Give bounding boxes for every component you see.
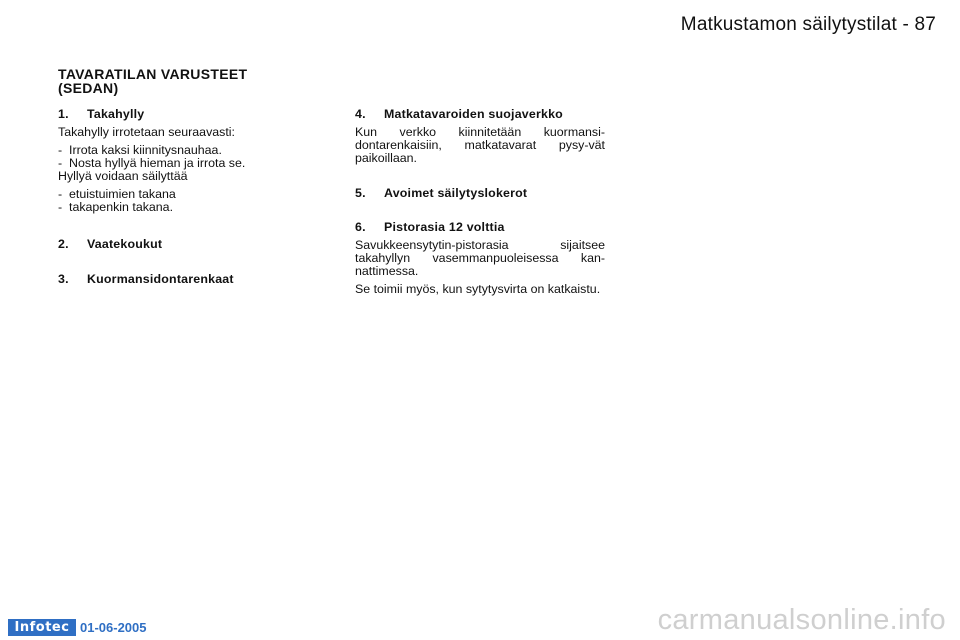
item-3-title: Kuormansidontarenkaat: [87, 272, 234, 286]
item-1-number: 1.: [58, 107, 69, 121]
item-2-heading: [58, 238, 298, 251]
item-1-title: Takahylly: [87, 107, 145, 121]
footer-date: 01-06-2005: [80, 620, 147, 635]
item-1-place-2-text: takapenkin takana.: [69, 200, 174, 214]
item-6-heading: [355, 221, 605, 234]
left-column: [58, 108, 298, 286]
item-1-place-2: [58, 201, 298, 214]
item-6-number: 6.: [355, 220, 366, 234]
item-3-heading: [58, 273, 298, 286]
dash-bullet: -: [58, 187, 63, 201]
item-1-storage: Hyllyä voidaan säilyttää: [58, 169, 188, 183]
dash-bullet: -: [58, 156, 63, 170]
item-2-number: 2.: [58, 237, 69, 251]
item-6-text-1: Savukkeensytytin-pistorasia sijaitsee takahyllyn vasemmanpuoleisessa kan-nattimessa.: [355, 238, 605, 278]
section-title-line-2: (SEDAN): [58, 80, 119, 96]
item-4-title: Matkatavaroiden suojaverkko: [384, 107, 563, 121]
item-5-title: Avoimet säilytyslokerot: [384, 186, 528, 200]
page-header: Matkustamon säilytystilat - 87: [680, 14, 936, 35]
right-column: [355, 108, 605, 296]
item-4-number: 4.: [355, 107, 366, 121]
dash-bullet: -: [58, 143, 63, 157]
section-title: [58, 67, 308, 95]
item-1-intro: Takahylly irrotetaan seuraavasti:: [58, 125, 235, 139]
item-1-place-1-text: etuistuimien takana: [69, 187, 176, 201]
section-title-line-1: TAVARATILAN VARUSTEET: [58, 66, 248, 82]
dash-bullet: -: [58, 200, 63, 214]
item-1-step-2-text: Nosta hyllyä hieman ja irrota se.: [69, 156, 246, 170]
item-4-text: Kun verkko kiinnitetään kuormansi-dontarenkaisiin, matkatavarat pysy-vät paikoillaan.: [355, 125, 605, 165]
item-1-heading: [58, 108, 298, 121]
item-3-number: 3.: [58, 272, 69, 286]
item-4-heading: [355, 108, 605, 121]
item-1-step-1-text: Irrota kaksi kiinnitysnauhaa.: [69, 143, 222, 157]
watermark: carmanualsonline.info: [657, 604, 946, 636]
item-6-text-2: Se toimii myös, kun sytytysvirta on katkaistu.: [355, 282, 601, 296]
item-5-heading: [355, 187, 605, 200]
item-6-title: Pistorasia 12 volttia: [384, 220, 505, 234]
item-2-title: Vaatekoukut: [87, 237, 163, 251]
infotec-logo: Infotec: [8, 619, 76, 636]
item-5-number: 5.: [355, 186, 366, 200]
